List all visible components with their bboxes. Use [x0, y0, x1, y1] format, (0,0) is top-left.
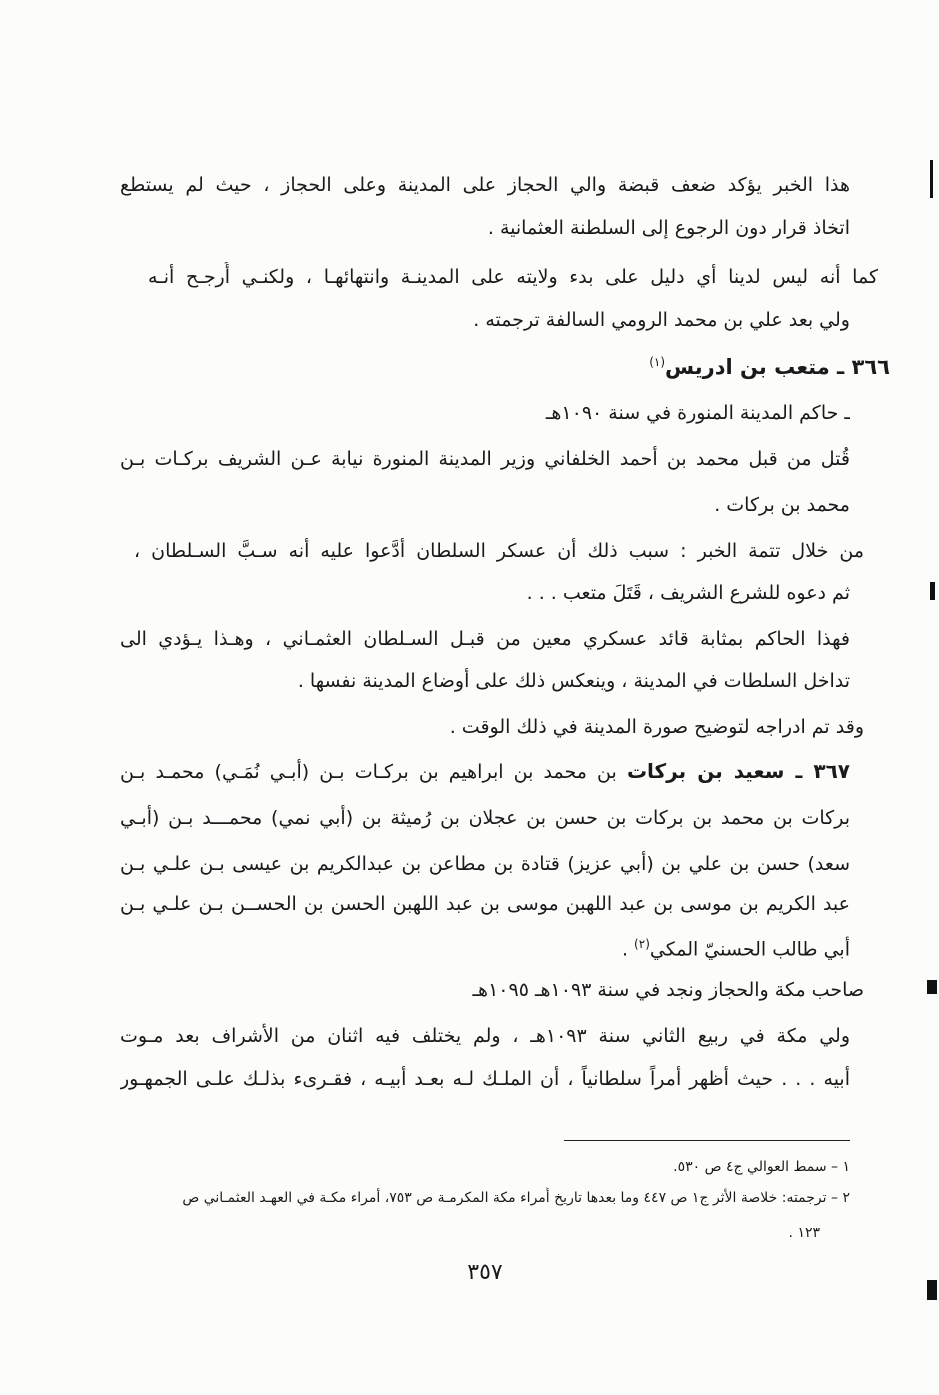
footnote-ref-2: (٢): [634, 937, 650, 951]
text-line-3: كما أنه ليس لدينا أي دليل على بدء ولايته على المدينـة وانتهائهـا ، ولكنـي أُرجـح أنـه: [148, 266, 878, 288]
text-line-9: من خلال تتمة الخبر : سبب ذلك أن عسكر السلطان أدَّعوا عليه أنه سـبَّ السـلطان ،: [134, 540, 864, 562]
footnote-ref-1: (١): [649, 355, 666, 369]
text-line-6: ـ حاكم المدينة المنورة في سنة ١٠٩٠هـ: [545, 402, 850, 424]
text-line-4: ولي بعد علي بن محمد الرومي السالفة ترجمته .: [473, 309, 850, 331]
text-line-18-end: .: [621, 938, 635, 961]
text-line-21: أبيه . . . حيث أظهر أمراً سلطانياً ، أن الملـك لـه بعـد أبيـه ، فقـرىء بذلـك علـى الجمهـور: [120, 1068, 850, 1090]
footnote-divider: [564, 1140, 850, 1141]
page-body: [120, 0, 890, 1395]
text-line-13: وقد تم ادراجه لتوضيح صورة المدينة في ذلك الوقت .: [449, 716, 864, 738]
page-number: ٣٥٧: [467, 1260, 503, 1285]
text-line-1: هذا الخبر يؤكد ضعف قبضة والي الحجاز على المدينة وعلى الحجاز ، حيث لم يستطع: [120, 174, 850, 196]
text-line-18: [120, 929, 850, 964]
entry-366-heading: [160, 347, 890, 382]
entry-367-title: ٣٦٧ ـ سعيد بن بركات: [626, 759, 850, 783]
scan-edge-mark: [930, 582, 935, 600]
text-line-10: ثم دعوه للشرع الشريف ، قَتَلَ متعب . . .: [526, 582, 850, 604]
entry-367-first-line: [120, 756, 850, 787]
scan-edge-mark: [927, 980, 937, 994]
text-line-16: سعد) حسن بن علي بن (أبي عزيز) قتادة بن مطاعن بن عبدالكريم بن عيسى بـن علـي بـن: [120, 853, 850, 875]
text-line-20: ولي مكة في ربيع الثاني سنة ١٠٩٣هـ ، ولم يختلف فيه اثنان من الأشراف بعد مـوت: [120, 1025, 850, 1047]
text-line-17: عبد الكريم بن موسى بن عبد اللهبن موسى بن عبد اللهبن الحسن بن الحســن بـن علـي بـن: [120, 893, 850, 915]
footnote-1: ١ – سمط العوالي ج٤ ص ٥٣٠.: [673, 1159, 850, 1175]
footnote-2: ٢ – ترجمته: خلاصة الأثر ج١ ص ٤٤٧ وما بعدها تاريخ أُمراء مكة المكرمـة ص ٧٥٣، أمراء مكـة في العهـد العثمـاني ص: [182, 1190, 850, 1206]
text-line-18-main: أبي طالب الحسنيّ المكي: [649, 938, 850, 961]
scan-edge-mark: [927, 1280, 937, 1300]
text-line-12: تداخل السلطات في المدينة ، وينعكس ذلك على أوضاع المدينة نفسها .: [297, 670, 850, 692]
text-line-8: محمد بن بركات .: [714, 494, 850, 516]
scan-edge-mark: [930, 160, 933, 198]
footnote-2-continued: ١٢٣ .: [788, 1225, 820, 1241]
entry-367-lineage: بن محمد بن ابراهيم بن بركـات بـن (أبـي نُمَـي) محمـد بـن: [120, 761, 617, 783]
entry-366-title: ٣٦٦ ـ متعب بن ادريس: [665, 355, 890, 379]
text-line-2: اتخاذ قرار دون الرجوع إلى السلطنة العثمانية .: [487, 217, 850, 239]
text-line-7: قُتل من قبل محمد بن أحمد الخلفاني وزير المدينة المنورة نيابة عـن الشريف بركـات بـن: [120, 448, 850, 470]
text-line-19: صاحب مكة والحجاز ونجد في سنة ١٠٩٣هـ ١٠٩٥هـ: [472, 979, 864, 1001]
text-line-15: بركات بن محمد بن بركات بن حسن بن عجلان بن رُميثة بن (أبي نمي) محمـــد بـن (أبـي: [120, 807, 850, 829]
text-line-11: فهذا الحاكم بمثابة قائد عسكري معين من قبـل السـلطان العثمـاني ، وهـذا يـؤدي الى: [120, 628, 850, 650]
